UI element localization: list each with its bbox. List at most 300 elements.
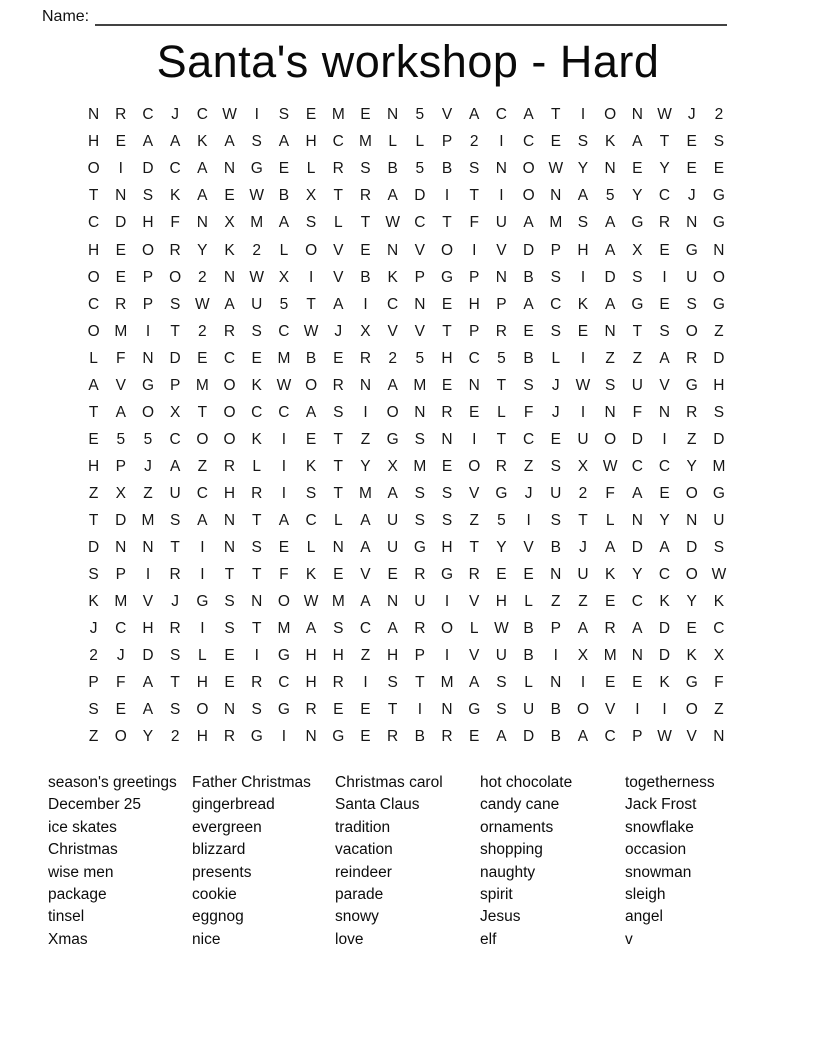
word-list-item: v [625,930,633,948]
grid-cell: A [604,214,616,232]
grid-cell: N [658,403,671,421]
grid-cell: E [632,674,643,692]
grid-cell: 5 [415,106,425,124]
grid-cell: R [223,322,236,340]
grid-cell: C [332,133,344,151]
grid-cell: U [522,701,535,719]
grid-cell: D [686,539,698,557]
grid-cell: H [305,133,317,151]
grid-cell: J [551,376,560,394]
grid-cell: V [469,484,480,502]
grid-cell: D [658,620,671,638]
grid-cell: T [442,214,452,232]
grid-cell: E [224,647,235,665]
grid-cell: S [523,376,534,394]
grid-cell: O [223,430,236,448]
grid-cell: N [604,403,616,421]
grid-cell: I [363,295,368,313]
grid-cell: K [604,566,616,584]
grid-cell: F [523,403,534,421]
word-list-column [48,772,192,951]
grid-cell: F [116,674,126,692]
grid-cell: I [254,106,259,124]
grid-cell: U [550,484,562,502]
grid-cell: K [251,376,262,394]
grid-cell: G [712,187,725,205]
grid-cell: I [472,241,477,259]
grid-cell: T [442,322,452,340]
grid-cell: M [359,484,372,502]
grid-cell: T [224,566,235,584]
grid-cell: P [632,728,643,746]
grid-cell: E [604,593,616,611]
grid-cell: A [197,511,208,529]
grid-cell: C [468,349,480,367]
grid-cell: Y [686,457,697,475]
grid-cell: O [685,701,698,719]
grid-cell: C [169,430,181,448]
grid-cell: C [87,295,100,313]
grid-cell: G [277,647,290,665]
grid-cell: E [115,241,126,259]
grid-cell: A [169,133,181,151]
grid-cell: X [224,214,235,232]
grid-cell: M [549,214,563,232]
grid-cell: C [169,160,181,178]
grid-cell: C [223,349,236,367]
grid-cell: B [550,701,561,719]
grid-cell: I [118,160,123,178]
grid-cell: T [659,133,670,151]
word-list-column [480,772,625,951]
grid-cell: N [223,701,236,719]
grid-cell: L [306,160,316,178]
grid-cell: N [196,214,208,232]
grid-cell: X [360,322,371,340]
grid-cell: W [385,214,400,232]
grid-cell: 2 [170,728,180,746]
grid-cell: R [169,241,181,259]
grid-cell: 5 [279,295,289,313]
grid-cell: A [632,620,643,638]
grid-cell: I [444,187,450,205]
word-list-item: ice skates [48,818,117,836]
grid-cell: M [413,376,427,394]
grid-cell: A [523,106,534,124]
grid-cell: R [359,349,372,367]
grid-cell: S [305,214,317,232]
grid-cell: O [468,457,481,475]
grid-cell: I [145,566,151,584]
grid-cell: T [251,511,262,529]
grid-cell: E [360,701,371,719]
grid-cell: H [332,647,344,665]
grid-cell: N [223,511,236,529]
grid-cell: N [686,214,698,232]
word-list-item: tinsel [48,908,85,926]
grid-cell: S [387,674,398,692]
grid-cell: H [87,133,100,151]
grid-cell: H [441,349,453,367]
grid-cell: P [550,241,561,259]
word-list-item: elf [480,930,497,948]
grid-cell: T [88,511,99,529]
grid-cell: Z [523,457,534,475]
word-list-item: eggnog [192,908,244,926]
grid-cell: C [713,620,725,638]
grid-cell: I [444,593,450,611]
grid-cell: Y [632,187,643,205]
grid-cell: R [223,728,236,746]
grid-cell: G [631,214,644,232]
grid-cell: S [88,566,99,584]
grid-cell: T [469,187,479,205]
grid-cell: R [441,728,453,746]
grid-cell: B [278,187,290,205]
name-fill-in-line [95,6,727,26]
grid-cell: E [441,295,453,313]
grid-cell: C [604,728,616,746]
puzzle-grid [80,102,733,751]
grid-cell: D [631,430,643,448]
grid-cell: E [469,728,480,746]
grid-cell: Z [88,728,99,746]
grid-cell: S [659,322,670,340]
grid-cell: S [360,160,371,178]
word-list-item: ornaments [480,818,554,836]
grid-cell: S [550,457,561,475]
grid-cell: E [441,376,453,394]
grid-cell: N [387,593,399,611]
grid-cell: T [333,484,344,502]
word-list-item: spirit [480,885,513,903]
grid-cell: F [170,214,180,232]
grid-cell: V [333,241,344,259]
grid-cell: H [441,539,453,557]
grid-cell: E [469,403,480,421]
grid-cell: B [550,539,561,557]
grid-cell: N [332,539,344,557]
grid-cell: J [687,187,696,205]
grid-cell: A [278,511,290,529]
grid-cell: N [414,295,426,313]
grid-cell: A [632,484,643,502]
grid-cell: E [360,241,371,259]
grid-cell: N [87,106,100,124]
grid-cell: 5 [116,430,126,448]
grid-cell: S [251,322,262,340]
grid-cell: F [279,566,289,584]
grid-cell: Y [659,511,670,529]
grid-cell: A [197,187,208,205]
grid-cell: G [495,484,508,502]
grid-cell: G [685,241,698,259]
grid-cell: A [577,728,589,746]
word-list-item: snowy [335,908,379,926]
grid-cell: O [685,566,698,584]
grid-cell: S [305,484,317,502]
grid-cell: E [713,160,725,178]
grid-cell: E [115,268,126,286]
grid-cell: W [711,566,727,584]
page-title: Santa's workshop - Hard [156,36,660,87]
grid-cell: E [333,349,344,367]
grid-cell: C [278,674,290,692]
grid-cell: Z [632,349,643,367]
grid-cell: V [523,539,534,557]
grid-cell: E [659,241,670,259]
grid-cell: S [686,295,697,313]
grid-cell: G [441,268,454,286]
grid-cell: H [223,484,236,502]
grid-cell: H [87,241,100,259]
grid-cell: U [577,430,589,448]
grid-cell: A [360,593,371,611]
grid-cell: X [278,268,290,286]
grid-cell: F [714,674,724,692]
grid-cell: P [115,457,126,475]
grid-cell: R [414,620,426,638]
grid-cell: C [196,484,208,502]
grid-cell: E [632,160,643,178]
grid-cell: B [523,647,534,665]
word-list-item: Xmas [48,930,88,948]
grid-cell: C [196,106,208,124]
grid-cell: O [223,403,236,421]
grid-cell: I [499,187,504,205]
grid-cell: D [414,187,426,205]
grid-cell: O [196,701,209,719]
word-list-item: nice [192,930,221,948]
word-list-item: Christmas [48,841,118,859]
grid-cell: S [550,511,561,529]
grid-cell: E [333,701,344,719]
word-list-column [625,772,715,951]
grid-cell: R [115,106,127,124]
word-list-item: wise men [48,863,114,881]
grid-cell: K [387,268,398,286]
grid-cell: N [305,728,317,746]
grid-cell: U [169,484,181,502]
grid-cell: R [305,701,317,719]
grid-cell: S [414,484,426,502]
grid-cell: I [363,403,368,421]
grid-cell: A [387,484,398,502]
grid-cell: L [252,457,262,475]
grid-cell: E [224,674,235,692]
grid-cell: A [142,701,154,719]
grid-cell: H [387,647,399,665]
grid-cell: V [659,376,670,394]
grid-cell: X [577,457,589,475]
grid-cell: S [169,295,181,313]
grid-cell: V [387,322,398,340]
grid-cell: E [251,349,262,367]
grid-cell: O [141,241,154,259]
word-list-item: evergreen [192,818,262,836]
grid-cell: F [605,484,615,502]
grid-cell: I [662,268,667,286]
grid-cell: T [333,457,344,475]
grid-cell: C [305,511,317,529]
grid-cell: 2 [388,349,397,367]
grid-cell: A [604,295,616,313]
grid-cell: A [523,214,534,232]
grid-cell: N [686,511,698,529]
grid-cell: O [169,268,182,286]
grid-cell: O [576,701,589,719]
grid-cell: 5 [497,511,506,529]
grid-cell: L [198,647,207,665]
grid-cell: E [115,133,126,151]
grid-cell: N [713,728,725,746]
word-list-item: Father Christmas [192,773,311,791]
word-list-item: hot chocolate [480,773,573,791]
grid-cell: E [224,187,235,205]
word-list-item: reindeer [335,863,392,881]
word-list-item: gingerbread [192,796,275,814]
grid-cell: Y [142,728,154,746]
grid-cell: A [278,133,290,151]
grid-cell: B [414,728,426,746]
grid-cell: R [468,566,480,584]
grid-cell: A [469,674,480,692]
grid-cell: N [631,106,643,124]
grid-cell: O [305,376,318,394]
grid-cell: A [604,539,616,557]
grid-cell: W [303,322,319,340]
grid-cell: E [441,457,453,475]
grid-cell: R [169,620,181,638]
grid-cell: S [469,160,480,178]
word-list-item: angel [625,908,663,926]
grid-cell: E [360,106,371,124]
grid-cell: I [526,511,531,529]
grid-cell: G [631,295,644,313]
grid-cell: J [334,322,343,340]
grid-cell: C [142,106,154,124]
grid-cell: Z [360,430,371,448]
grid-cell: K [604,133,616,151]
grid-cell: I [200,539,205,557]
grid-cell: I [281,457,287,475]
grid-cell: M [331,593,345,611]
grid-cell: V [115,376,126,394]
grid-cell: V [333,268,344,286]
grid-cell: G [685,674,698,692]
grid-cell: I [444,647,450,665]
grid-cell: T [496,376,507,394]
grid-cell: J [551,403,560,421]
grid-cell: E [686,133,697,151]
grid-cell: R [115,295,127,313]
grid-cell: O [87,268,100,286]
grid-cell: A [523,295,534,313]
grid-cell: A [360,539,371,557]
grid-cell: E [659,295,670,313]
grid-cell: S [577,214,589,232]
grid-cell: V [414,322,426,340]
grid-cell: N [495,268,507,286]
grid-cell: T [387,701,398,719]
grid-cell: S [550,268,561,286]
grid-cell: P [469,322,480,340]
grid-cell: S [251,701,262,719]
grid-cell: L [388,133,397,151]
grid-cell: S [604,376,616,394]
grid-cell: D [115,214,127,232]
grid-cell: C [278,322,290,340]
grid-cell: 2 [714,106,724,124]
grid-cell: S [441,511,453,529]
grid-cell: N [223,160,236,178]
grid-cell: S [414,511,426,529]
word-list-item: December 25 [48,796,142,814]
grid-cell: F [469,214,479,232]
grid-cell: L [524,674,533,692]
grid-cell: T [333,187,344,205]
word-list-item: tradition [335,818,391,836]
grid-cell: S [169,511,181,529]
grid-cell: O [522,187,535,205]
grid-cell: H [713,376,725,394]
grid-cell: N [387,241,399,259]
grid-cell: Z [578,593,588,611]
grid-cell: N [115,187,127,205]
grid-cell: H [468,295,480,313]
grid-cell: W [303,593,319,611]
grid-cell: A [387,620,398,638]
grid-cell: H [495,593,507,611]
grid-cell: I [662,430,667,448]
grid-cell: W [548,160,564,178]
grid-cell: V [142,593,154,611]
word-list-item: cookie [192,885,237,903]
grid-cell: I [499,133,504,151]
grid-cell: S [88,701,99,719]
grid-cell: S [142,187,154,205]
grid-cell: J [144,457,152,475]
grid-cell: A [142,133,154,151]
grid-cell: Z [143,484,153,502]
grid-cell: X [169,403,181,421]
grid-cell: H [577,241,589,259]
grid-cell: N [631,511,643,529]
grid-cell: R [251,674,263,692]
grid-cell: U [495,647,507,665]
grid-cell: T [415,674,425,692]
grid-cell: D [87,539,100,557]
grid-cell: P [414,268,426,286]
grid-cell: N [223,268,236,286]
grid-cell: P [469,268,480,286]
grid-cell: L [469,620,479,638]
grid-cell: U [577,566,589,584]
grid-cell: R [332,674,344,692]
grid-cell: G [712,295,725,313]
grid-cell: K [169,187,181,205]
grid-cell: K [197,133,208,151]
grid-cell: Z [88,484,99,502]
grid-cell: W [657,106,672,124]
grid-cell: 2 [198,322,207,340]
grid-cell: S [169,701,181,719]
grid-cell: T [551,106,561,124]
grid-cell: N [604,322,616,340]
grid-cell: H [305,674,317,692]
grid-cell: E [686,620,697,638]
word-list-column [192,772,335,951]
